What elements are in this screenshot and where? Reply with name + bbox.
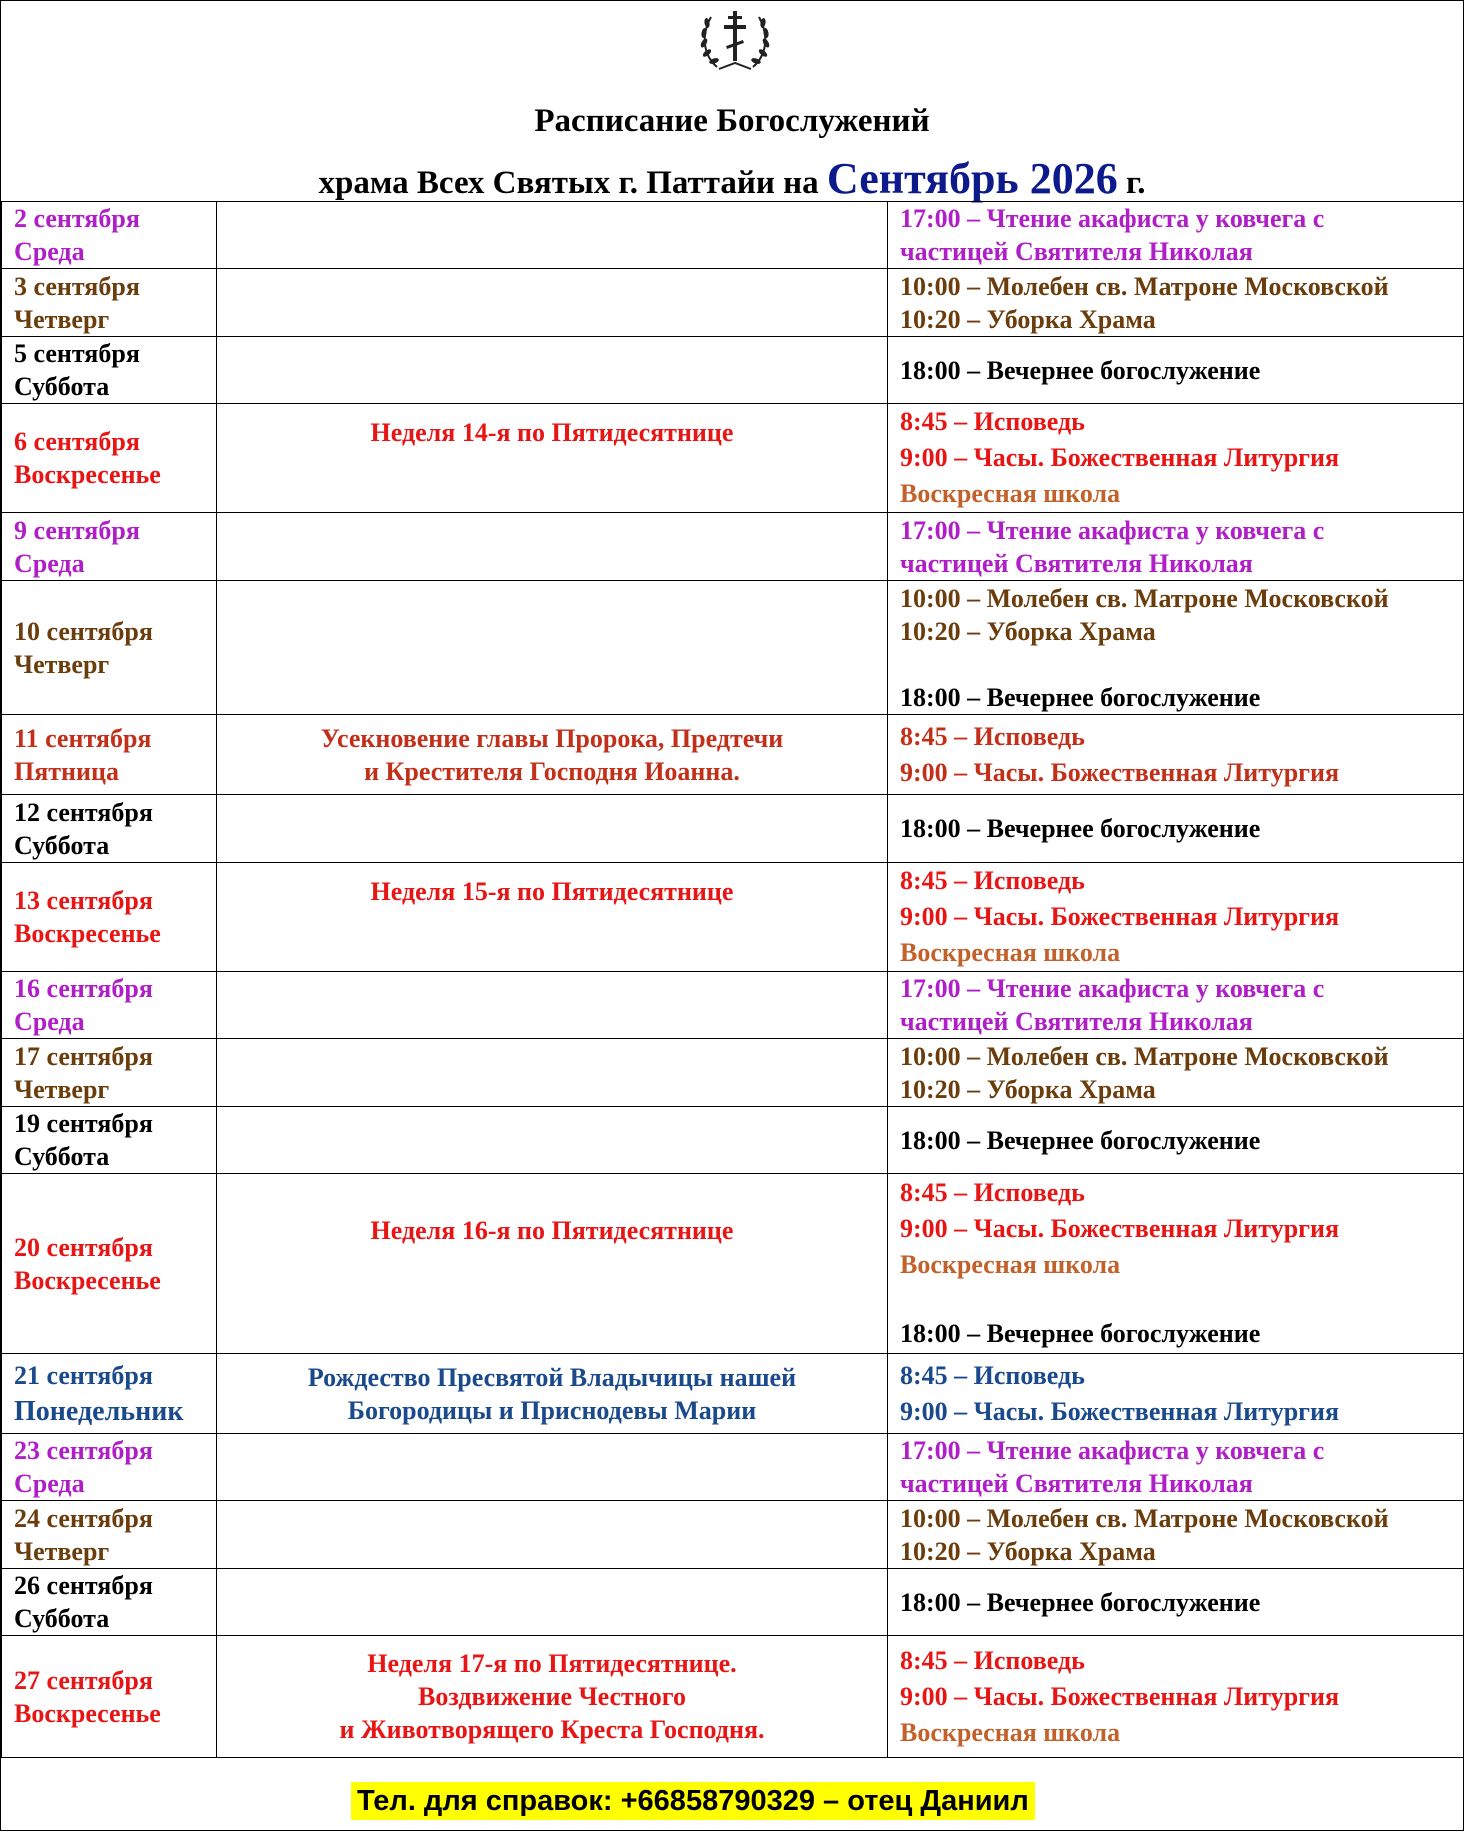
service-line: 8:45 – Исповедь: [900, 404, 1452, 440]
date-cell: [2, 1636, 217, 1758]
table-row: [2, 1636, 1464, 1758]
service-line: 10:00 – Молебен св. Матроне Московской: [900, 1040, 1452, 1073]
date: 13 сентября: [14, 884, 204, 917]
table-row: [2, 1501, 1464, 1569]
feast-cell: [217, 1174, 888, 1354]
date-cell: [2, 337, 217, 404]
weekday: Суббота: [14, 370, 204, 403]
services-cell: [888, 513, 1464, 581]
services-cell: [888, 202, 1464, 269]
feast-cell: [217, 202, 888, 269]
table-row: [2, 337, 1464, 404]
service-line: 9:00 – Часы. Божественная Литургия: [900, 1211, 1452, 1247]
feast-line: Неделя 16-я по Пятидесятнице: [229, 1214, 875, 1247]
feast-cell: [217, 715, 888, 795]
table-row: [2, 513, 1464, 581]
month-title: Сентябрь 2026: [827, 154, 1118, 203]
date: 24 сентября: [14, 1502, 204, 1535]
date-cell: [2, 513, 217, 581]
service-line: 8:45 – Исповедь: [900, 719, 1452, 755]
sunday-school-line: Воскресная школа: [900, 1715, 1452, 1751]
feast-cell: [217, 1354, 888, 1434]
feast-line: Рождество Пресвятой Владычицы нашей: [229, 1361, 875, 1394]
service-line: 10:00 – Молебен св. Матроне Московской: [900, 1502, 1452, 1535]
services-cell: [888, 1569, 1464, 1636]
date: 26 сентября: [14, 1569, 204, 1602]
service-line: 10:00 – Молебен св. Матроне Московской: [900, 582, 1452, 615]
contact-phone: Тел. для справок: +66858790329 – отец Даниил: [351, 1782, 1035, 1820]
weekday: Воскресенье: [14, 917, 204, 950]
services-cell: [888, 1501, 1464, 1569]
service-line: 8:45 – Исповедь: [900, 1175, 1452, 1211]
weekday: Пятница: [14, 755, 204, 788]
feast-cell: [217, 269, 888, 337]
date-cell: [2, 202, 217, 269]
table-row: [2, 1107, 1464, 1174]
services-cell: [888, 1107, 1464, 1174]
service-line: 17:00 – Чтение акафиста у ковчега с: [900, 514, 1452, 547]
weekday: Суббота: [14, 1140, 204, 1173]
table-row: [2, 1174, 1464, 1354]
weekday: Среда: [14, 1005, 204, 1038]
table-row: [2, 1354, 1464, 1434]
services-cell: [888, 1354, 1464, 1434]
table-row: [2, 1569, 1464, 1636]
feast-line: и Крестителя Господня Иоанна.: [229, 755, 875, 788]
schedule-subtitle: [1, 153, 1463, 204]
feast-cell: [217, 795, 888, 863]
service-line: 17:00 – Чтение акафиста у ковчега с: [900, 972, 1452, 1005]
feast-cell: [217, 863, 888, 972]
schedule-title: Расписание Богослужений: [1, 103, 1463, 140]
date: 27 сентября: [14, 1664, 204, 1697]
date: 17 сентября: [14, 1040, 204, 1073]
feast-line: Воздвижение Честного: [229, 1680, 875, 1713]
service-line: 8:45 – Исповедь: [900, 1643, 1452, 1679]
weekday: Четверг: [14, 1073, 204, 1106]
date-cell: [2, 1569, 217, 1636]
service-line: 8:45 – Исповедь: [900, 863, 1452, 899]
weekday: Понедельник: [14, 1394, 204, 1430]
spacer: [900, 1283, 1452, 1316]
service-line: 10:00 – Молебен св. Матроне Московской: [900, 270, 1452, 303]
sunday-school-line: Воскресная школа: [900, 1247, 1452, 1283]
services-cell: [888, 972, 1464, 1039]
date: 16 сентября: [14, 972, 204, 1005]
table-row: [2, 404, 1464, 513]
table-row: [2, 202, 1464, 269]
feast-cell: [217, 513, 888, 581]
service-line: 17:00 – Чтение акафиста у ковчега с: [900, 202, 1452, 235]
weekday: Воскресенье: [14, 1264, 204, 1297]
feast-cell: [217, 1569, 888, 1636]
services-cell: [888, 404, 1464, 513]
services-cell: [888, 1636, 1464, 1758]
service-line: 10:20 – Уборка Храма: [900, 303, 1452, 336]
subtitle-prefix: храма Всех Святых г. Паттайи на: [319, 165, 827, 201]
table-row: [2, 1434, 1464, 1501]
table-row: [2, 863, 1464, 972]
date-cell: [2, 404, 217, 513]
date: 6 сентября: [14, 425, 204, 458]
table-row: [2, 972, 1464, 1039]
weekday: Суббота: [14, 829, 204, 862]
date: 19 сентября: [14, 1107, 204, 1140]
service-line: 17:00 – Чтение акафиста у ковчега с: [900, 1434, 1452, 1467]
services-cell: [888, 863, 1464, 972]
table-row: [2, 1039, 1464, 1107]
date-cell: [2, 1174, 217, 1354]
weekday: Среда: [14, 1467, 204, 1500]
date: 9 сентября: [14, 514, 204, 547]
feast-line: и Животворящего Креста Господня.: [229, 1713, 875, 1746]
table-row: [2, 795, 1464, 863]
table-row: [2, 269, 1464, 337]
feast-cell: [217, 1434, 888, 1501]
service-line: 18:00 – Вечернее богослужение: [900, 1586, 1452, 1619]
table-row: [2, 581, 1464, 715]
service-line: 10:20 – Уборка Храма: [900, 615, 1452, 648]
date-cell: [2, 269, 217, 337]
service-line: частицей Святителя Николая: [900, 1467, 1452, 1500]
services-cell: [888, 795, 1464, 863]
service-line: частицей Святителя Николая: [900, 547, 1452, 580]
services-cell: [888, 1039, 1464, 1107]
orthodox-cross-wreath-icon: [697, 5, 773, 77]
feast-cell: [217, 1636, 888, 1758]
service-line: 10:20 – Уборка Храма: [900, 1535, 1452, 1568]
weekday: Среда: [14, 547, 204, 580]
sunday-school-line: Воскресная школа: [900, 935, 1452, 971]
date: 3 сентября: [14, 270, 204, 303]
services-cell: [888, 337, 1464, 404]
date-cell: [2, 1434, 217, 1501]
table-row: [2, 715, 1464, 795]
feast-line: Неделя 17-я по Пятидесятнице.: [229, 1647, 875, 1680]
date-cell: [2, 795, 217, 863]
weekday: Четверг: [14, 303, 204, 336]
feast-cell: [217, 337, 888, 404]
date: 2 сентября: [14, 202, 204, 235]
date: 10 сентября: [14, 615, 204, 648]
service-line: 9:00 – Часы. Божественная Литургия: [900, 1679, 1452, 1715]
page-header: [1, 1, 1463, 201]
services-cell: [888, 1434, 1464, 1501]
weekday: Среда: [14, 235, 204, 268]
feast-cell: [217, 1039, 888, 1107]
weekday: Воскресенье: [14, 458, 204, 491]
weekday: Суббота: [14, 1602, 204, 1635]
service-line: 9:00 – Часы. Божественная Литургия: [900, 1394, 1452, 1430]
service-line: 10:20 – Уборка Храма: [900, 1073, 1452, 1106]
date: 5 сентября: [14, 337, 204, 370]
service-line: 9:00 – Часы. Божественная Литургия: [900, 755, 1452, 791]
service-line: 18:00 – Вечернее богослужение: [900, 1124, 1452, 1157]
date-cell: [2, 1039, 217, 1107]
page-footer: [1, 1757, 1463, 1832]
date-cell: [2, 1501, 217, 1569]
feast-cell: [217, 1107, 888, 1174]
feast-line: Усекновение главы Пророка, Предтечи: [229, 722, 875, 755]
services-cell: [888, 715, 1464, 795]
service-line: 18:00 – Вечернее богослужение: [900, 681, 1452, 714]
date-cell: [2, 1107, 217, 1174]
service-line: 9:00 – Часы. Божественная Литургия: [900, 440, 1452, 476]
spacer: [900, 648, 1452, 681]
feast-cell: [217, 1501, 888, 1569]
date: 20 сентября: [14, 1231, 204, 1264]
feast-line: Неделя 15-я по Пятидесятнице: [229, 875, 875, 908]
services-cell: [888, 1174, 1464, 1354]
date-cell: [2, 863, 217, 972]
subtitle-suffix: г.: [1118, 165, 1146, 201]
feast-line: Неделя 14-я по Пятидесятнице: [229, 416, 875, 449]
service-line: 18:00 – Вечернее богослужение: [900, 354, 1452, 387]
service-line: 9:00 – Часы. Божественная Литургия: [900, 899, 1452, 935]
service-line: 18:00 – Вечернее богослужение: [900, 812, 1452, 845]
feast-cell: [217, 972, 888, 1039]
date-cell: [2, 1354, 217, 1434]
services-cell: [888, 581, 1464, 715]
date: 12 сентября: [14, 796, 204, 829]
service-line: 18:00 – Вечернее богослужение: [900, 1316, 1452, 1352]
weekday: Воскресенье: [14, 1697, 204, 1730]
services-cell: [888, 269, 1464, 337]
service-line: 8:45 – Исповедь: [900, 1358, 1452, 1394]
date: 21 сентября: [14, 1358, 204, 1394]
service-line: частицей Святителя Николая: [900, 1005, 1452, 1038]
date: 23 сентября: [14, 1434, 204, 1467]
feast-cell: [217, 581, 888, 715]
service-line: частицей Святителя Николая: [900, 235, 1452, 268]
date-cell: [2, 581, 217, 715]
sunday-school-line: Воскресная школа: [900, 476, 1452, 512]
date: 11 сентября: [14, 722, 204, 755]
weekday: Четверг: [14, 1535, 204, 1568]
feast-line: Богородицы и Приснодевы Марии: [229, 1394, 875, 1427]
date-cell: [2, 972, 217, 1039]
weekday: Четверг: [14, 648, 204, 681]
feast-cell: [217, 404, 888, 513]
date-cell: [2, 715, 217, 795]
schedule-table: [1, 201, 1464, 1758]
